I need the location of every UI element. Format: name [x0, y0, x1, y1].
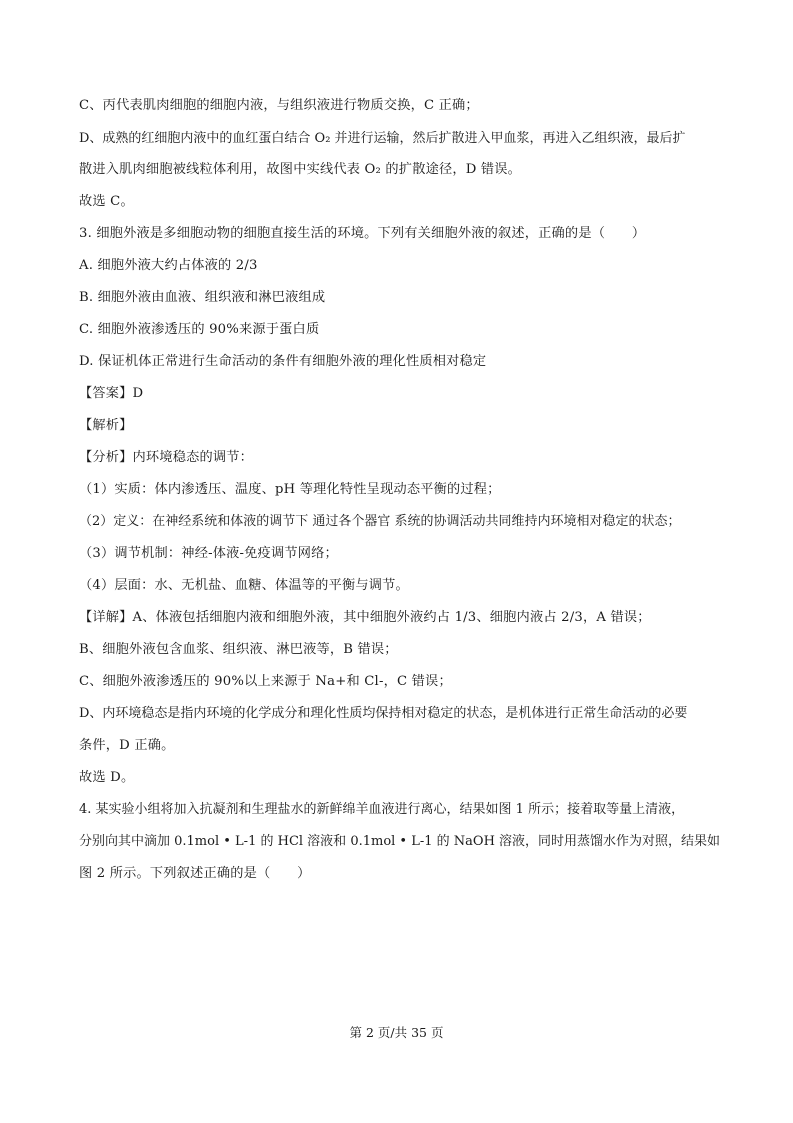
question-4-stem-line-3: 图 2 所示。下列叙述正确的是（ ）: [79, 866, 311, 881]
text-line-c-option-explanation: C、丙代表肌肉细胞的细胞内液，与组织液进行物质交换，C 正确；: [79, 98, 479, 113]
question-4-stem-line-2: 分别向其中滴加 0.1mol • L-1 的 HCl 溶液和 0.1mol • L-1 的 NaOH 溶液，同时用蒸馏水作为对照，结果如: [79, 834, 721, 849]
analysis-intro: 【分析】内环境稳态的调节：: [79, 450, 254, 465]
text-line-answer-choice-d: 故选 D。: [79, 770, 135, 785]
analysis-heading: 【解析】: [79, 418, 133, 433]
detail-option-d-continued: 条件，D 正确。: [79, 738, 175, 753]
question-3-option-a: A. 细胞外液大约占体液的 2/3: [79, 258, 258, 273]
question-3-option-d: D. 保证机体正常进行生命活动的条件有细胞外液的理化性质相对稳定: [79, 354, 487, 369]
analysis-point-2: （2）定义：在神经系统和体液的调节下 通过各个器官 系统的协调活动共同维持内环境相对稳定的状态；: [79, 514, 681, 529]
question-4-stem-line-1: 4. 某实验小组将加入抗凝剂和生理盐水的新鲜绵羊血液进行离心，结果如图 1 所示；接着取等量上清液，: [79, 802, 685, 817]
answer-heading: 【答案】D: [79, 386, 144, 401]
analysis-point-3: （3）调节机制：神经-体液-免疫调节网络；: [79, 546, 338, 561]
detail-option-b: B、细胞外液包含血浆、组织液、淋巴液等，B 错误；: [79, 642, 398, 657]
detail-option-a: 【详解】A、体液包括细胞内液和细胞外液，其中细胞外液约占 1/3、细胞内液占 2/3，A 错误；: [79, 610, 651, 625]
text-line-d-option-continued: 散进入肌肉细胞被线粒体利用，故图中实线代表 O₂ 的扩散途径，D 错误。: [79, 162, 522, 177]
text-line-answer-choice-c: 故选 C。: [79, 194, 134, 209]
detail-option-c: C、细胞外液渗透压的 90%以上来源于 Na+和 Cl-，C 错误；: [79, 674, 452, 689]
page-footer-number: 第 2 页/共 35 页: [349, 1025, 444, 1040]
question-3-option-b: B. 细胞外液由血液、组织液和淋巴液组成: [79, 290, 326, 305]
question-3-option-c: C. 细胞外液渗透压的 90%来源于蛋白质: [79, 322, 320, 337]
question-3-stem: 3. 细胞外液是多细胞动物的细胞直接生活的环境。下列有关细胞外液的叙述，正确的是（ ）: [79, 226, 646, 241]
analysis-point-1: （1）实质：体内渗透压、温度、pH 等理化特性呈现动态平衡的过程；: [79, 482, 501, 497]
analysis-point-4: （4）层面：水、无机盐、血糖、体温等的平衡与调节。: [79, 578, 409, 593]
detail-option-d: D、内环境稳态是指内环境的化学成分和理化性质均保持相对稳定的状态，是机体进行正常生命活动的必要: [79, 706, 688, 721]
text-line-d-option-explanation: D、成熟的红细胞内液中的血红蛋白结合 O₂ 并进行运输，然后扩散进入甲血浆，再进入乙组织液，最后扩: [79, 131, 686, 146]
